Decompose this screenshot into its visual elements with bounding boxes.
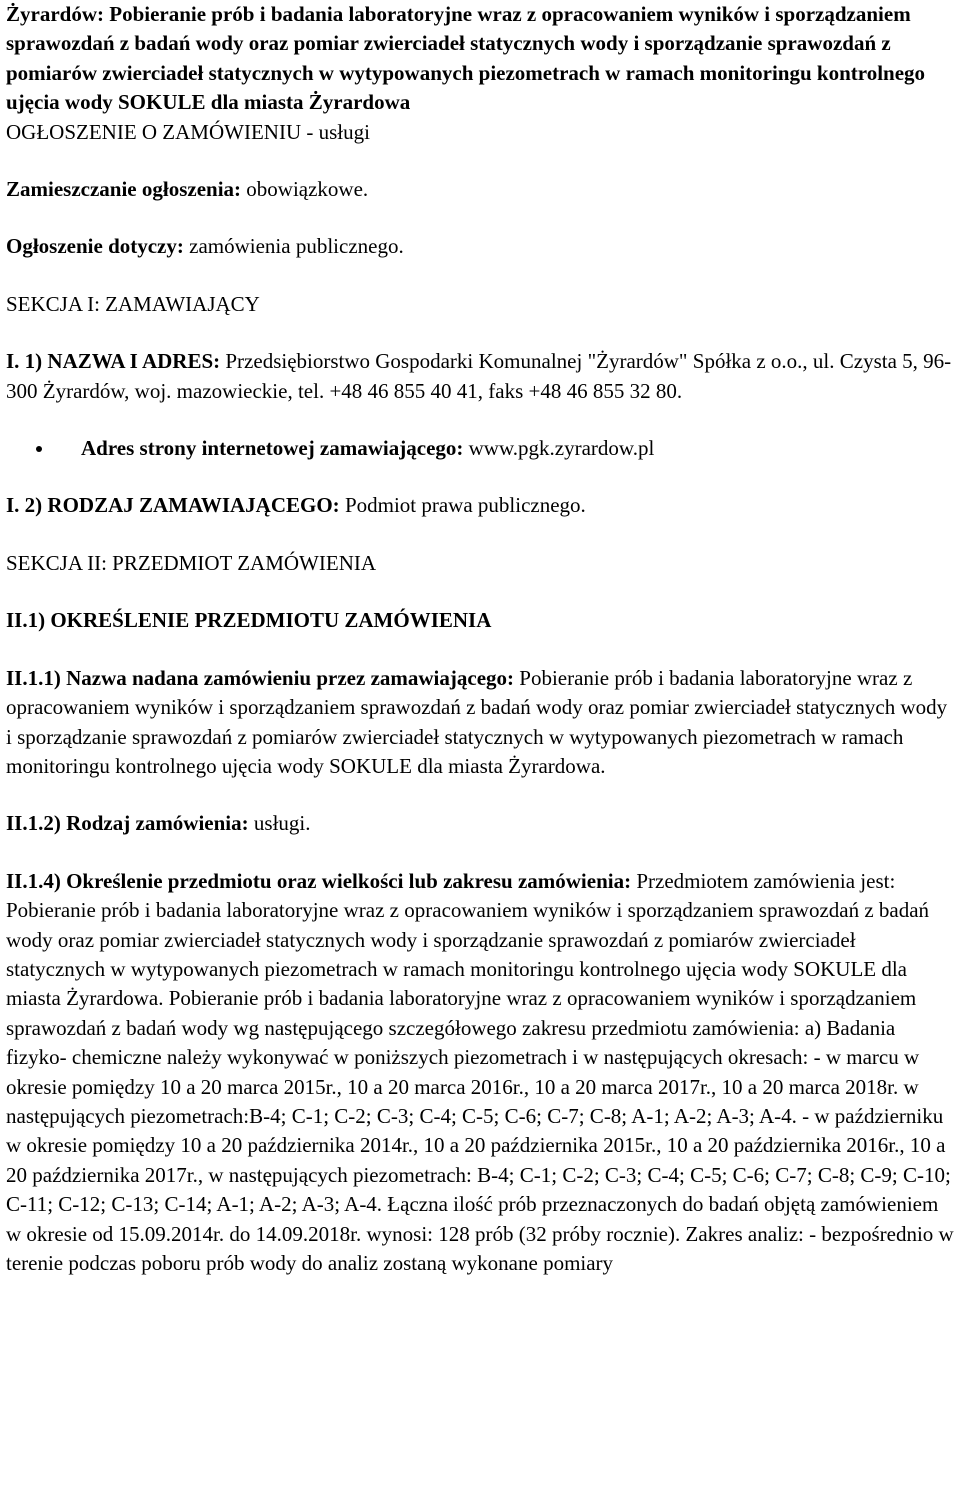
bullet-icon	[36, 446, 42, 452]
name-address-label: I. 1) NAZWA I ADRES:	[6, 349, 221, 374]
section2-subheading: II.1) OKREŚLENIE PRZEDMIOTU ZAMÓWIENIA	[6, 608, 492, 633]
name-address-line	[6, 347, 956, 406]
placement-label: Zamieszczanie ogłoszenia:	[6, 177, 242, 202]
website-label: Adres strony internetowej zamawiającego:	[81, 436, 464, 461]
website-value: www.pgk.zyrardow.pl	[463, 436, 655, 461]
contracting-type-line	[6, 491, 956, 520]
contract-name-label: II.1.1) Nazwa nadana zamówieniu przez zamawiającego:	[6, 665, 515, 690]
document-subtitle: OGŁOSZENIE O ZAMÓWIENIU - usługi	[6, 119, 370, 144]
name-address-value: Przedsiębiorstwo Gospodarki Komunalnej "Żyrardów" Spółka z o.o., ul. Czysta 5, 96-300 Żyrardów, woj. mazowieckie, tel. +48 46 855 40 41, faks +48 46 855 32 80.	[6, 349, 952, 403]
concerns-label: Ogłoszenie dotyczy:	[6, 234, 184, 259]
contract-kind-value: usługi.	[248, 811, 311, 836]
contract-scope-line	[6, 867, 956, 1279]
contracting-type-label: I. 2) RODZAJ ZAMAWIAJĄCEGO:	[6, 493, 340, 518]
contract-kind-line	[6, 809, 956, 838]
concerns-line	[6, 232, 956, 261]
placement-value: obowiązkowe.	[241, 177, 369, 202]
section2-heading: SEKCJA II: PRZEDMIOT ZAMÓWIENIA	[6, 550, 377, 575]
contract-kind-label: II.1.2) Rodzaj zamówienia:	[6, 811, 249, 836]
concerns-value: zamówienia publicznego.	[183, 234, 404, 259]
contract-name-line	[6, 664, 956, 782]
placement-line	[6, 175, 956, 204]
section1-heading: SEKCJA I: ZAMAWIAJĄCY	[6, 291, 260, 316]
contracting-type-value: Podmiot prawa publicznego.	[339, 493, 586, 518]
contract-scope-label: II.1.4) Określenie przedmiotu oraz wielkości lub zakresu zamówienia:	[6, 868, 632, 893]
website-item	[6, 434, 956, 463]
website-list	[6, 434, 956, 463]
contract-name-value: Pobieranie prób i badania laboratoryjne wraz z opracowaniem wyników i sporządzaniem sprawozdań z badań wody oraz pomiar zwierciadeł statycznych wody i sporządzanie sprawozdań z pomiarów zwierciadeł statycznych w wytypowanych piezometrach w ramach monitoringu kontrolnego ujęcia wody SOKULE dla miasta Żyrardowa.	[6, 665, 948, 778]
contract-scope-value: Przedmiotem zamówienia jest: Pobieranie prób i badania laboratoryjne wraz z opracowaniem wyników i sporządzaniem sprawozdań z badań wody oraz pomiar zwierciadeł statycznych wody i sporządzanie sprawozdań z pomiarów zwierciadeł statycznych w wytypowanych piezometrach w ramach monitoringu kontrolnego ujęcia wody SOKULE dla miasta Żyrardowa. Pobieranie prób i badania laboratoryjne wraz z opracowaniem wyników i sporządzaniem sprawozdań z badań wody wg następującego szczegółowego zakresu przedmiotu zamówienia: a) Badania fizyko- chemiczne należy wykonywać w poniższych piezometrach i w następujących okresach: - w marcu w okresie pomiędzy 10 a 20 marca 2015r., 10 a 20 marca 2016r., 10 a 20 marca 2017r., 10 a 20 marca 2018r. w następujących piezometrach:B-4; C-1; C-2; C-3; C-4; C-5; C-6; C-7; C-8; A-1; A-2; A-3; A-4. - w październiku w okresie pomiędzy 10 a 20 października 2014r., 10 a 20 października 2015r., 10 a 20 października 2016r., 10 a 20 października 2017r., w następujących piezometrach: B-4; C-1; C-2; C-3; C-4; C-5; C-6; C-7; C-8; C-9; C-10; C-11; C-12; C-13; C-14; A-1; A-2; A-3; A-4. Łączna ilość prób przeznaczonych do badań objętą zamówieniem w okresie od 15.09.2014r. do 14.09.2018r. wynosi: 128 prób (32 próby rocznie). Zakres analiz: - bezpośrednio w terenie podczas poboru prób wody do analiz zostaną wykonane pomiary	[6, 868, 954, 1275]
document-title: Żyrardów: Pobieranie prób i badania laboratoryjne wraz z opracowaniem wyników i sporządzaniem sprawozdań z badań wody oraz pomiar zwierciadeł statycznych wody i sporządzanie sprawozdań z pomiarów zwierciadeł statycznych w wytypowanych piezometrach w ramach monitoringu kontrolnego ujęcia wody SOKULE dla miasta Żyrardowa	[6, 2, 926, 115]
